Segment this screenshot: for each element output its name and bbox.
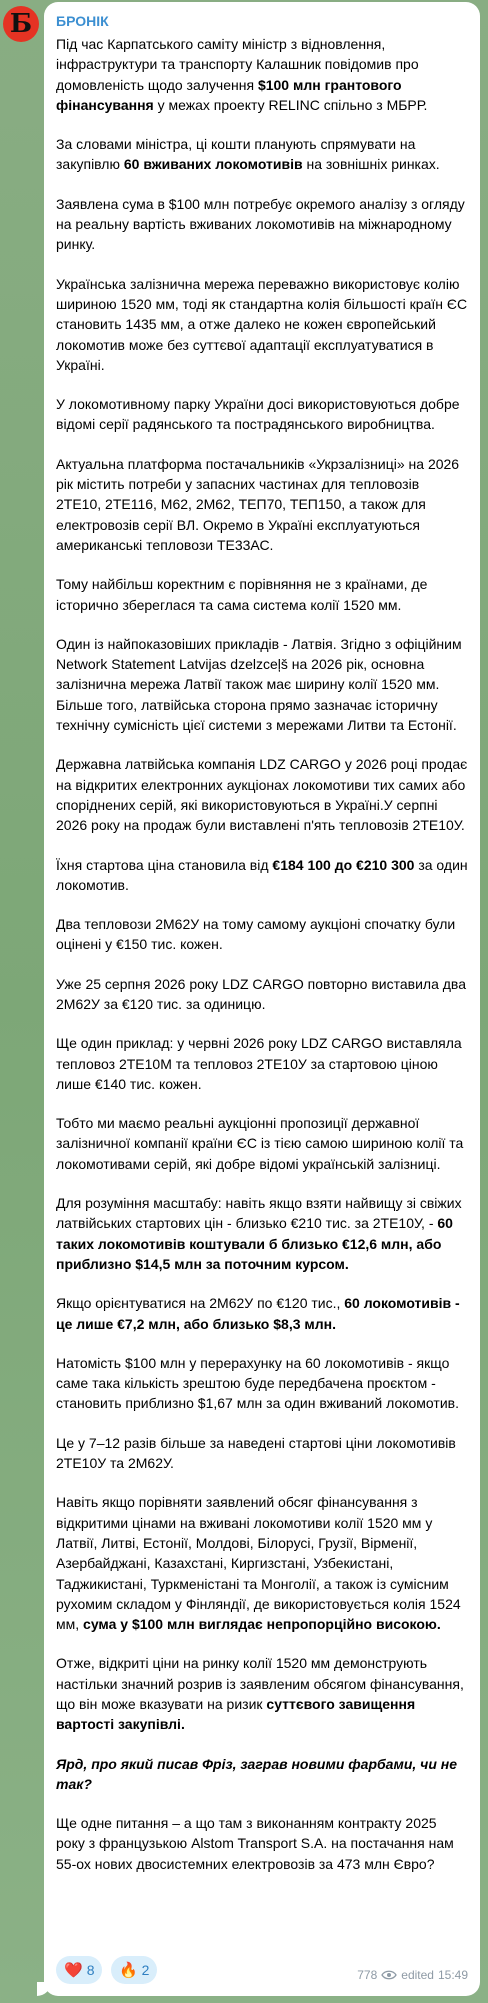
paragraph: Тому найбільш коректним є порівняння не з країнами, де історично збереглася та сама система колії 1520 мм. xyxy=(56,576,428,613)
paragraph: Це у 7–12 разів більше за наведені стартові ціни локомотивів 2ТЕ10У та 2М62У. xyxy=(56,1434,456,1472)
paragraph: Уже 25 серпня 2026 року LDZ CARGO повторно виставила два 2М62У за €120 тис. за одиницю. xyxy=(56,975,466,1012)
paragraph: Для розуміння масштабу: навіть якщо взяти найвищу зі свіжих латвійських стартових цін - близько €210 тис. за 2ТЕ10У, - 60 таких локомотивів коштували б близько €12,6 млн, або приблизно $14,5 млн за поточним курсом. xyxy=(56,1195,462,1272)
view-count: 778 xyxy=(357,1968,378,1982)
paragraph: Під час Карпатського саміту міністр з відновлення, інфраструктури та транспорту Калашник повідомив про домовленість щодо залучення $100 млн грантового фінансування у межах проекту RELINC спільно з МБРР. xyxy=(56,36,428,113)
reaction-count: 2 xyxy=(141,1962,150,1978)
message-time: 15:49 xyxy=(437,1968,468,1982)
paragraph: Отже, відкриті ціни на ринку колії 1520 мм демонструють настільки значний розрив із заявленим обсягом фінансування, що він може вказувати на ризик суттєвого завищення вартості закупівлі. xyxy=(56,1655,464,1733)
paragraph: Актуальна платформа постачальників «Укрзалізниці» на 2026 рік містить потреби у запасних частинах для тепловозів 2ТЕ10, 2ТЕ116, М62, 2М62, ТЕП70, ТЕП150, а також для електровозів серії ВЛ. Окремо в Україні експлуатуються американські тепловози ТЕ33АС. xyxy=(56,455,460,553)
paragraph: Заявлена сума в $100 млн потребує окремого аналізу з огляду на реальну вартість вживаних локомотивів на міжнародному ринку. xyxy=(56,195,465,253)
paragraph: Ярд, про який писав Фріз, заграв новими фарбами, чи не так? xyxy=(56,1755,457,1792)
reaction-heart[interactable] xyxy=(56,1956,102,1984)
paragraph: Українська залізнична мережа переважно використовує колію шириною 1520 мм, тоді як стандартна колія більшості країн ЄС становить 1435 мм, а отже далеко не кожен європейський локомотив може без суттєвої адаптації експлуатуватися в Україні. xyxy=(56,275,468,373)
reaction-fire[interactable] xyxy=(111,1956,157,1984)
paragraph: Їхня стартова ціна становила від €184 100 до €210 300 за один локомотив. xyxy=(56,856,468,893)
paragraph: Тобто ми маємо реальні аукціонні пропозиції державної залізничної компанії країни ЄС із тією самою шириною колії та локомотивами серій, які добре відомі українській залізниці. xyxy=(56,1115,464,1172)
fire-icon: 🔥 xyxy=(118,1961,138,1979)
message-bubble xyxy=(44,2,480,1996)
paragraph: Навіть якщо порівняти заявлений обсяг фінансування з відкритими цінами на вживані локомотиви колії 1520 мм у Латвії, Литві, Естонії, Молдові, Білорусі, Грузії, Вірменії, Азербайджані, Казахстані, Киргизстані, Узбекистані, Таджикистані, Туркменістані та Монголії, а також із сумісним рухомим складом у Фінляндії, де використовується колія 1524 мм, сума у $100 млн виглядає непропорційно високою. xyxy=(56,1494,461,1633)
paragraph: Ще один приклад: у червні 2026 року LDZ CARGO виставляла тепловоз 2ТЕ10М та тепловоз 2ТЕ10У за стартовою ціною лише €140 тис. кожен. xyxy=(56,1035,462,1092)
paragraph: У локомотивному парку України досі використовуються добре відомі серії радянського та пострадянського виробництва. xyxy=(56,396,460,433)
edited-label: edited xyxy=(401,1968,434,1982)
message-meta xyxy=(357,1968,468,1982)
paragraph: Якщо орієнтуватися на 2М62У по €120 тис., 60 локомотивів - це лише €7,2 млн, або близько $8,3 млн. xyxy=(56,1295,460,1332)
paragraph: Один із найпоказовіших прикладів - Латвія. Згідно з офіційним Network Statement Latvijas dzelzceļš на 2026 рік, основна залізнична мережа Латвії також має ширину колії 1520 мм. Більше того, латвійська сторона прямо зазначає історичну технічну сумісність цієї системи з мережами Литви та Естонії. xyxy=(56,635,462,734)
channel-avatar[interactable]: Б xyxy=(3,6,39,42)
sender-name[interactable]: БРОНІК xyxy=(56,13,109,29)
eye-icon xyxy=(381,1970,397,1980)
paragraph: Натомість $100 млн у перерахунку на 60 локомотивів - якщо саме така кількість зрештою буде передбачена проєктом - становить приблизно $1,67 млн за один вживаний локомотив. xyxy=(56,1354,459,1412)
message-footer xyxy=(56,1956,468,1986)
paragraph: Два тепловози 2М62У на тому самому аукціоні спочатку були оцінені у €150 тис. кожен. xyxy=(56,916,456,953)
post-body xyxy=(56,34,468,1874)
paragraph: Ще одне питання – а що там з виконанням контракту 2025 року з французькою Alstom Transport S.A. на постачання нам 55-ох нових двосистемних електровозів за 473 млн Євро? xyxy=(56,1815,454,1872)
heart-icon: ❤️ xyxy=(64,1961,83,1979)
paragraph: За словами міністра, ці кошти планують спрямувати на закупівлю 60 вживаних локомотивів на зовнішніх ринках. xyxy=(56,136,440,173)
paragraph: Державна латвійська компанія LDZ CARGO у 2026 році продає на відкритих електронних аукціонах локомотиви тих самих або споріднених серій, які використовуються в Україні.У серпні 2026 року на продаж були виставлені п'ять тепловозів 2ТЕ10У. xyxy=(56,756,468,834)
reaction-count: 8 xyxy=(86,1962,95,1978)
